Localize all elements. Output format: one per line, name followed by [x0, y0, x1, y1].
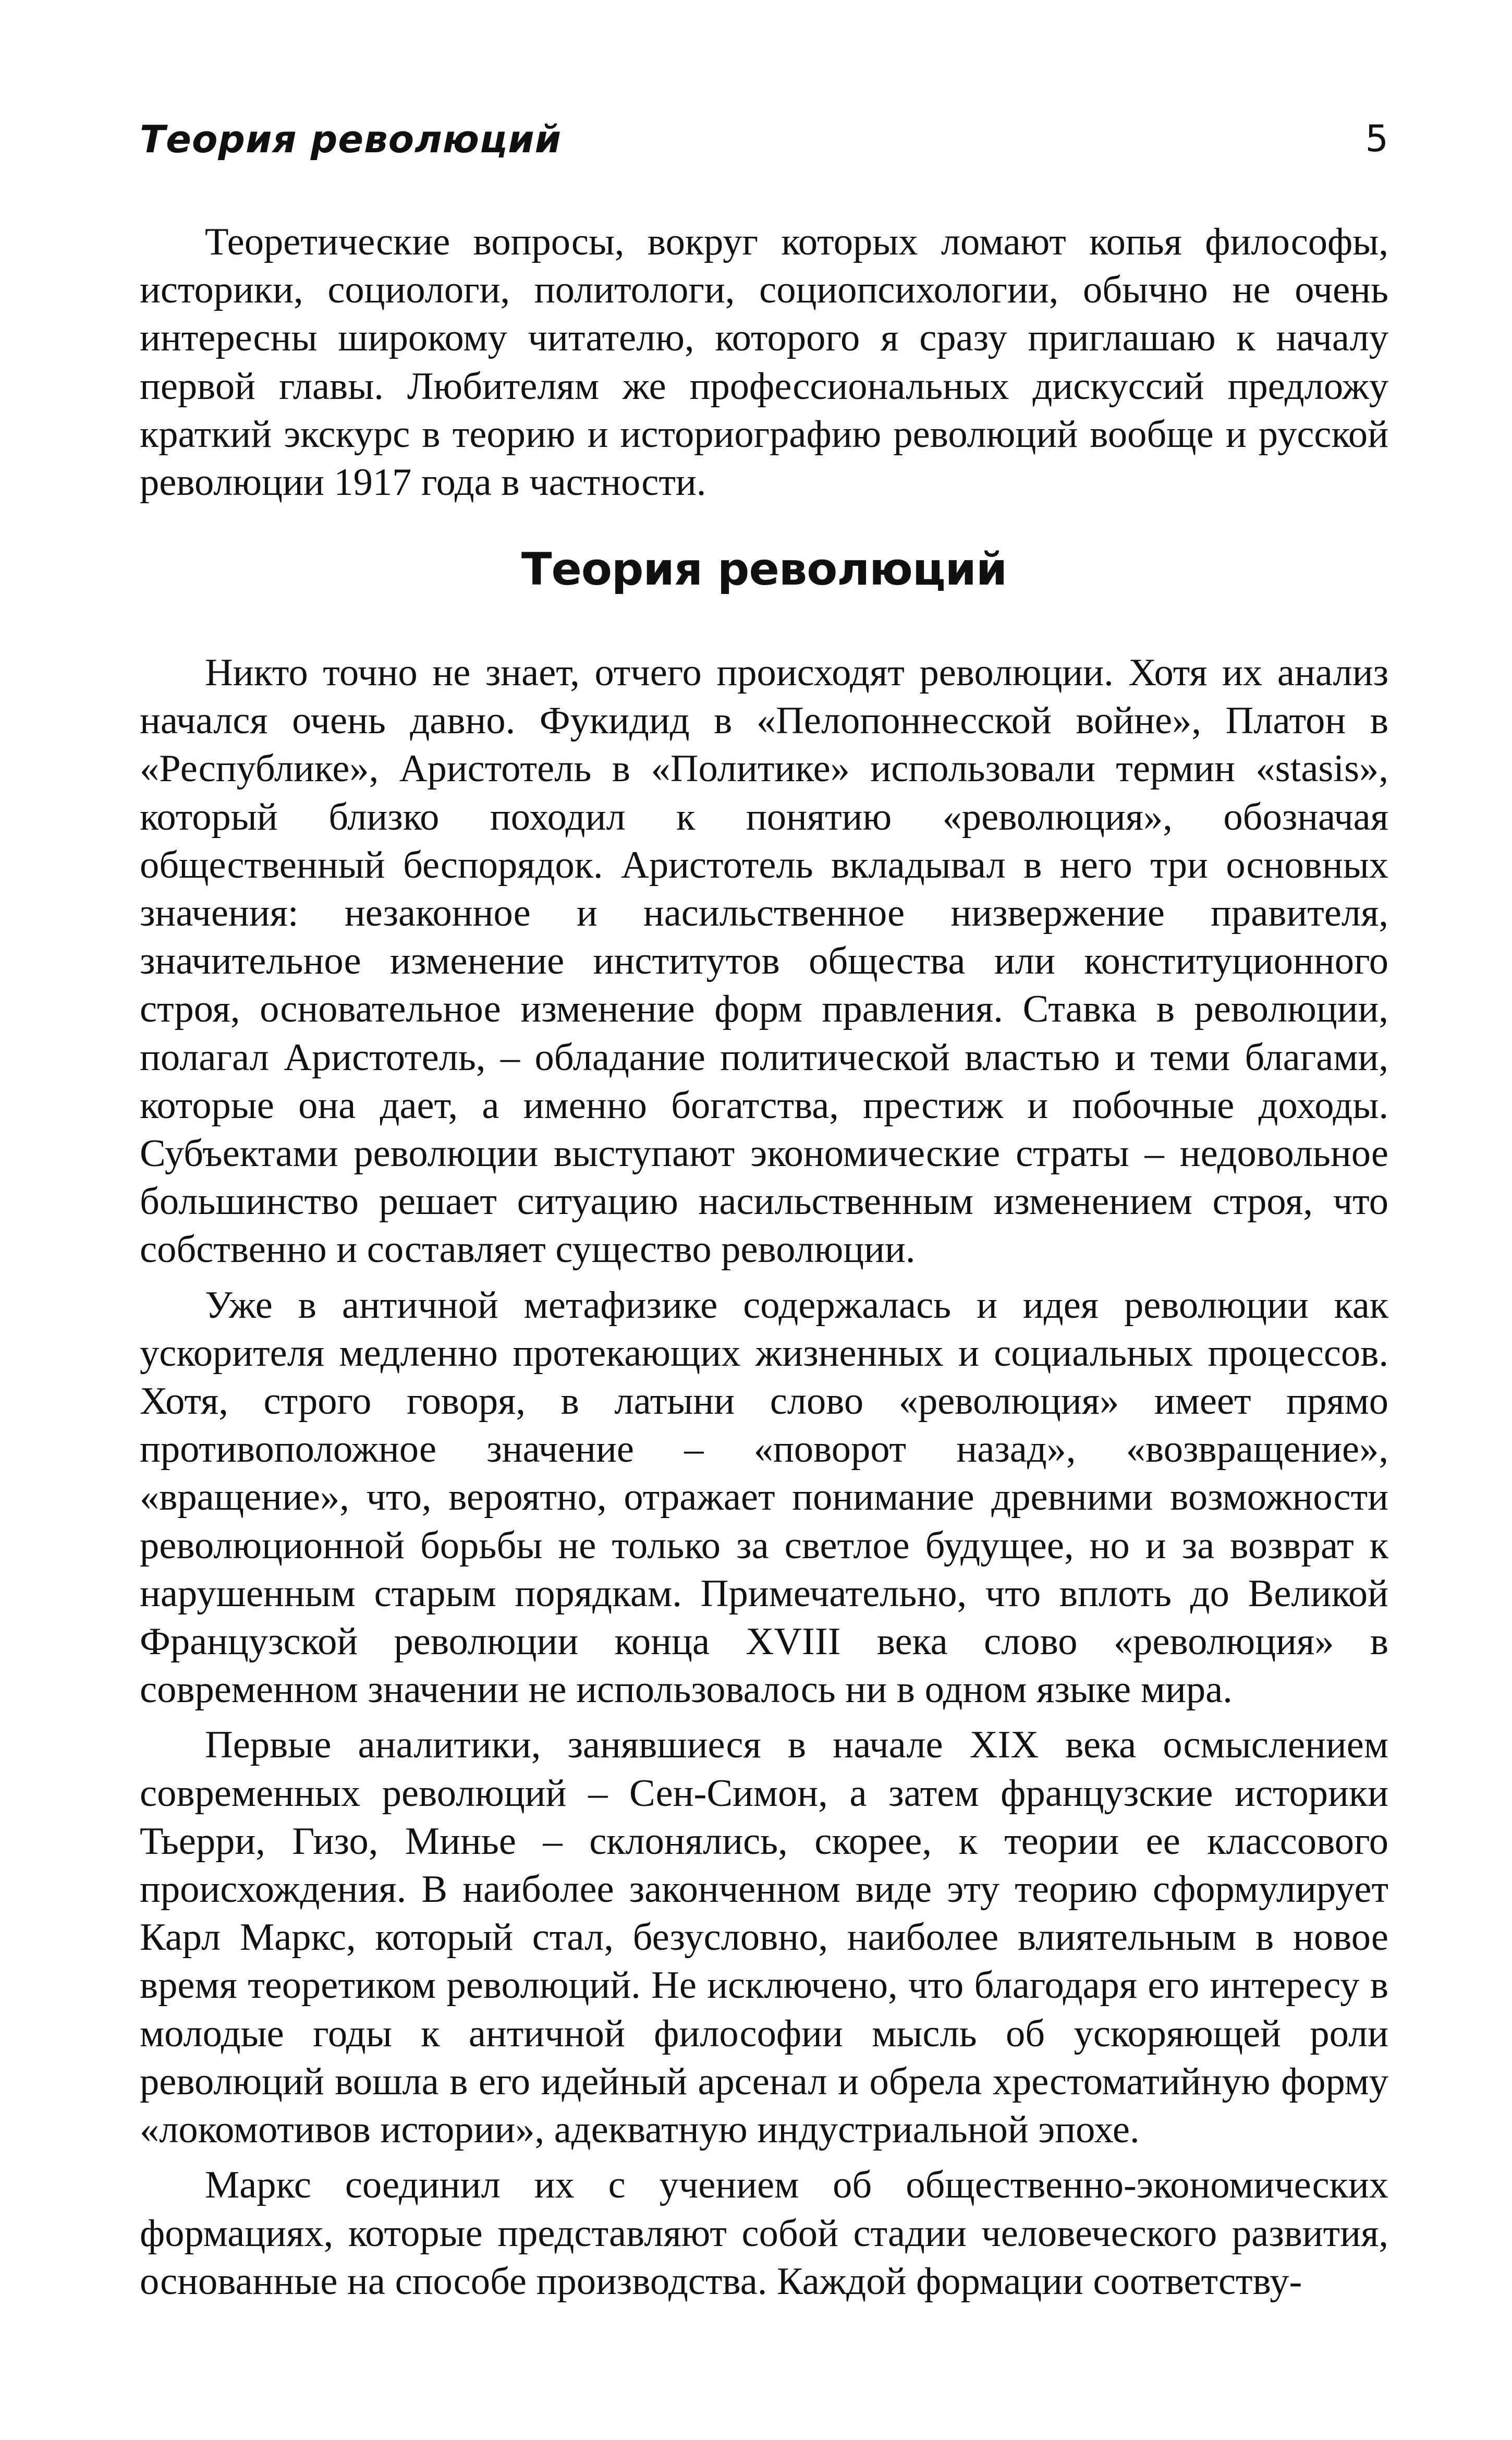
- intro-text-block: [140, 218, 1388, 506]
- section-heading: Теория революций: [521, 543, 1007, 596]
- body-paragraph: Уже в античной метафизике содержалась и идея революции как ускорителя медленно протекающих жизненных и социальных процессов. Хотя, строго говоря, в латыни слово «революция» имеет прямо противоположное значение – «поворот назад», «возвращение», «вращение», что, вероятно, отражает понимание древними возможности революционной борьбы не только за светлое будущее, но и за возврат к нарушенным старым порядкам. Примечательно, что вплоть до Великой Французской революции конца XVIII века слово «революция» в современном значении не использовалось ни в одном языке мира.: [140, 1283, 1388, 1711]
- section-body: [140, 649, 1388, 2305]
- body-paragraph: Маркс соединил их с учением об общественно-экономических формациях, которые представляют собой стадии человеческого развития, основанные на способе производства. Каждой формации соответству-: [140, 2164, 1388, 2303]
- body-paragraph: Первые аналитики, занявшиеся в начале XIX века осмыслением современных революций – Сен-Симон, а затем французские историки Тьерри, Гизо, Минье – склонялись, скорее, к теории ее классового происхождения. В наиболее законченном виде эту теорию сформулирует Карл Маркс, который стал, безусловно, наиболее влиятельным в новое время теоретиком революций. Не исключено, что благодаря его интересу в молодые годы к античной философии мысль об ускоряющей роли революций вошла в его идейный арсенал и обрела хрестоматийную форму «локомотивов истории», адекватную индустриальной эпохе.: [140, 1723, 1388, 2152]
- running-title: Теория революций: [140, 117, 562, 161]
- running-header: [140, 117, 1388, 175]
- intro-paragraph: Теоретические вопросы, вокруг которых ломают копья философы, историки, социологи, политологи, социопсихологии, обычно не очень интересны широкому читателю, которого я сразу приглашаю к началу первой главы. Любителям же профессиональных дискуссий предложу краткий экскурс в теорию и историографию революций вообще и русской революции 1917 года в частности.: [140, 221, 1388, 504]
- page-number: 5: [1365, 117, 1388, 160]
- body-paragraph: Никто точно не знает, отчего происходят революции. Хотя их анализ начался очень давно. Фукидид в «Пелопоннесской войне», Платон в «Республике», Аристотель в «Политике» использовали термин «stasis», который близко походил к понятию «революция», обозначая общественный беспорядок. Аристотель вкладывал в него три основных значения: незаконное и насильственное низвержение правителя, значительное изменение институтов общества или конституционного строя, основательное изменение форм правления. Ставка в революции, полагал Аристотель, – обладание политической властью и теми благами, которые она дает, а именно богатства, престиж и побочные доходы. Субъектами революции выступают экономические страты – недовольное большинство решает ситуацию насильственным изменением строя, что собственно и составляет существо революции.: [140, 651, 1388, 1271]
